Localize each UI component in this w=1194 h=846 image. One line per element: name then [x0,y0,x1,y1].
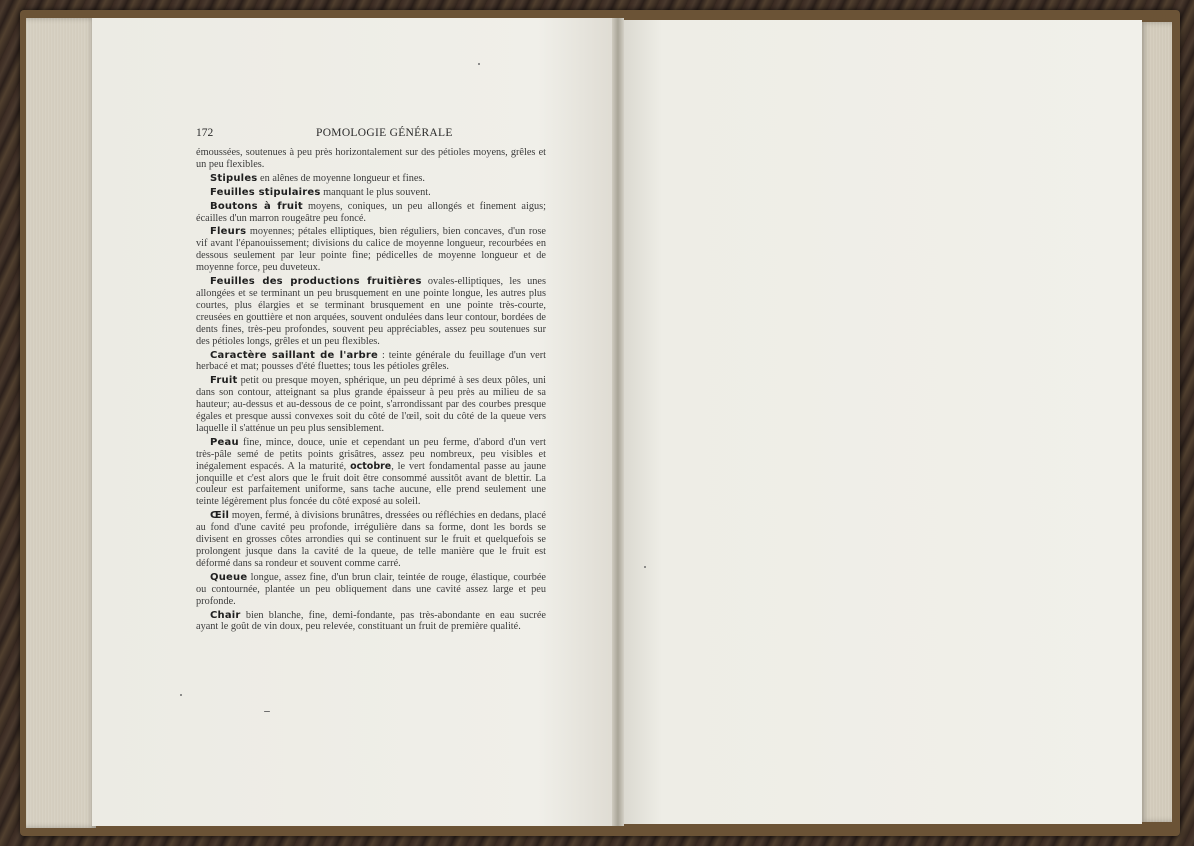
paragraph-text: fine, mince, douce, unie et cependant un peu ferme, d'abord d'un vert très-pâle semé de petits points grisâtres, assez peu nombreux, peu visibles et inégalement espacés. A la maturité, [196,436,546,472]
paragraph-term: Caractère saillant de l'arbre [210,349,379,361]
paragraph-text: : teinte générale du feuillage d'un vert herbacé et mat; pousses d'été fluettes; tous les pétioles grêles. [196,349,547,373]
paragraph-text: moyennes; pétales elliptiques, bien réguliers, bien concaves, d'un rose vif avant l'épanouissement; divisions du calice de moyenne longueur, recourbées en dessous seulement par leur pointe fine; pédicelles de moyenne longueur et de moyenne force, peu duveteux. [196,226,546,274]
paragraph [196,350,546,374]
paragraph-term: Boutons à fruit [210,200,303,212]
paragraph-text: moyen, fermé, à divisions brunâtres, dressées ou réfléchies en dedans, placé au fond d'une cavité peu profonde, irrégulière dans sa forme, dont les bords se divisent en grosses côtes arrondies qui se continuent sur le fruit et quelquefois se prolongent jusque dans la cavité de la queue, de telle manière que le fruit est déformé dans sa rondeur et souvent comme carré. [196,510,546,569]
paragraph-term: Feuilles stipulaires [210,186,321,198]
right-page-edges [1140,22,1172,822]
text-block [196,147,546,635]
paragraph-text: bien blanche, fine, demi-fondante, pas très-abondante en eau sucrée ayant le goût de vin doux, peu relevée, constituant un fruit de première qualité. [196,609,546,633]
paragraph-term: Stipules [210,172,258,184]
paper-speck [478,63,480,65]
paragraph-term: Œil [210,510,230,522]
paper-speck [264,711,270,712]
paragraph [196,510,546,570]
page-number: 172 [196,127,214,139]
book-gutter [612,18,624,826]
paragraph [196,147,546,171]
paragraph-term: Queue [210,571,248,583]
paragraph-term: Feuilles des productions fruitières [210,276,422,288]
paragraph [196,173,546,185]
page-title: POMOLOGIE GÉNÉRALE [316,127,453,139]
left-page-edges [26,18,96,828]
paragraph [196,276,546,347]
paragraph [196,226,546,274]
paragraph-text: manquant le plus souvent. [320,186,431,198]
paragraph [196,201,546,225]
paragraph-text: en alênes de moyenne longueur et fines. [257,172,426,184]
paragraph-text: , le vert fondamental passe au jaune jonquille et c'est alors que le fruit doit être consommé aussitôt avant de blettir. La couleur est parfaitement uniforme, sans tache aucune, elle prend seulement une teinte légèrement plus foncée du côté exposé au soleil. [196,460,547,508]
paragraph-term: Fruit [210,375,238,387]
running-head [196,127,546,143]
paper-speck [180,694,182,696]
paragraph-text: moyens, coniques, un peu allongés et finement aigus; écailles d'un marron rougeâtre peu foncé. [196,200,546,224]
paragraph [196,437,546,508]
paper-speck [644,566,646,568]
paragraph-term: Peau [210,436,239,448]
paragraph [196,375,546,435]
paragraph [196,572,546,608]
paragraph-bold-inline: octobre [350,460,392,472]
paragraph-term: Fleurs [210,226,247,238]
paragraph-text: émoussées, soutenues à peu près horizontalement sur des pétioles moyens, grêles et un peu flexibles. [196,147,546,170]
paragraph-text: petit ou presque moyen, sphérique, un peu déprimé à ses deux pôles, uni dans son contour, atteignant sa plus grande épaisseur à peu près au milieu de sa hauteur; au-dessus et au-dessous de ce point, s'arrondissant par des courbes presque égales et presque aussi convexes soit du côté de l'œil, soit du côté de la queue vers laquelle il s'atténue un peu plus sensiblement. [196,375,546,434]
paragraph [196,610,546,634]
paragraph-text: longue, assez fine, d'un brun clair, teintée de rouge, élastique, courbée ou contournée, plantée un peu obliquement dans une cavité assez large et peu profonde. [196,571,546,607]
paragraph [196,187,546,199]
right-page-blank [620,20,1142,824]
paragraph-text: ovales-elliptiques, les unes allongées et se terminant un peu brusquement en une pointe longue, les autres plus courtes, plus élargies et se terminant brusquement en une pointe très-courte, creusées en gouttière et non arquées, souvent ondulées dans leur contour, bordées de dents fines, très-peu profondes, souvent peu appréciables, assez peu soutenues sur des pétioles longs, grêles et un peu flexibles. [196,276,546,347]
paragraph-term: Chair [210,609,241,621]
